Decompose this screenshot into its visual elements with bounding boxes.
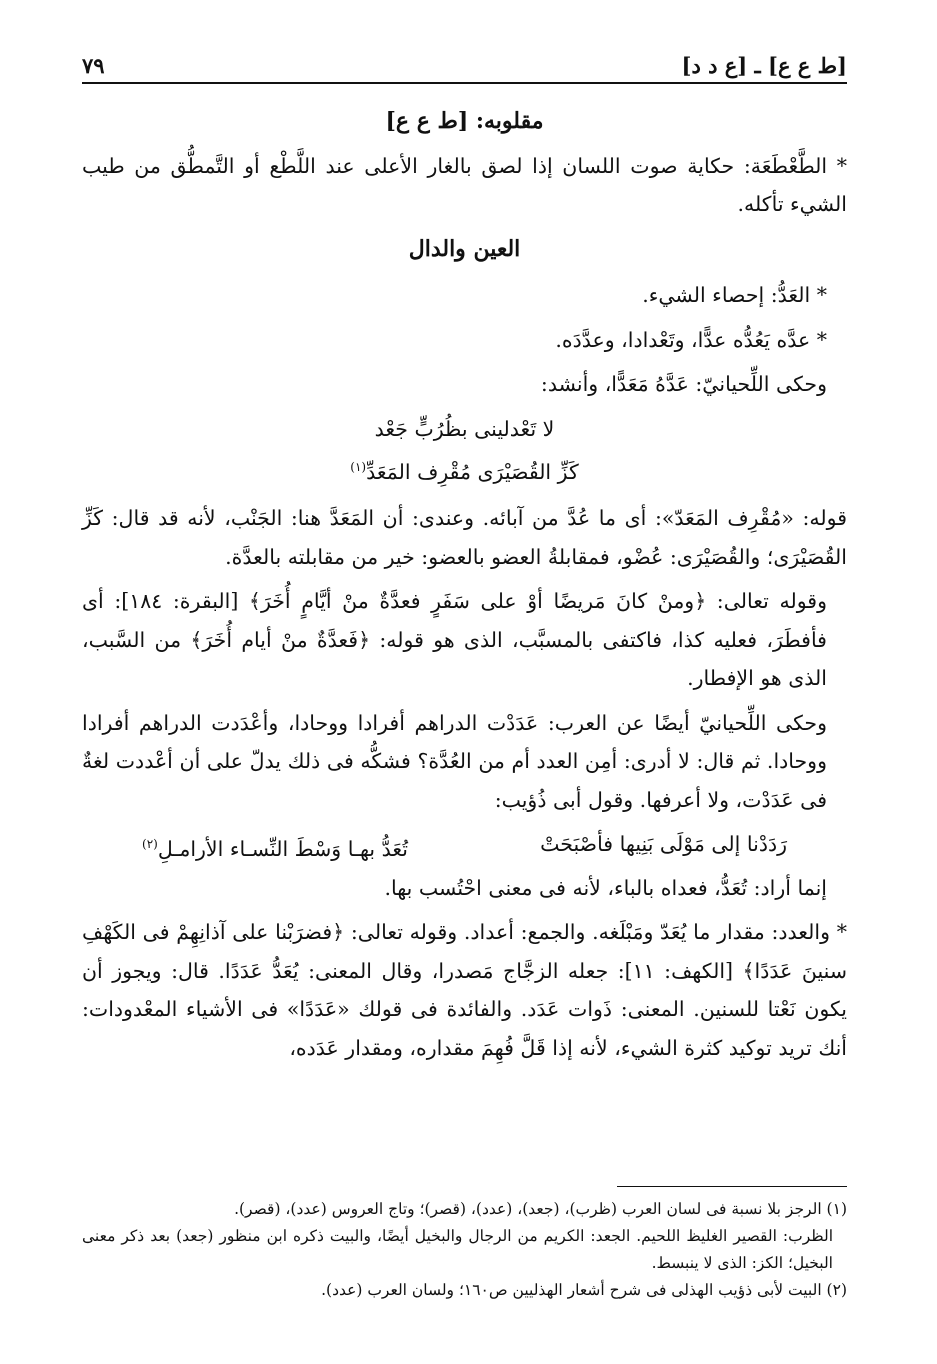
paragraph-4: إنما أراد: تُعَدُّ، فعداه بالباء، لأنه فى معنى احْتُسب بها. bbox=[384, 875, 827, 900]
entry-line-2: * عدَّه يَعُدُّه عدًّا، وتَعْدادا، وعدَّدَه. bbox=[555, 327, 827, 352]
footnote-1: (١) الرجز بلا نسبة فى لسان العرب (ظرب)، (جعد)، (عدد)، (قصر)؛ وتاج العروس (عدد)، (قصر). bbox=[234, 1200, 847, 1218]
footnote-1-gloss: الظرب: القصير الغليظ اللحيم. الجعد: الكريم من الرجال والبخيل أيضًا، والبيت ذكره ابن منظور (جعد) بعد ذكر معنى البخيل؛ الكز: الذى لا ينبسط. bbox=[82, 1227, 833, 1272]
footnote-rule bbox=[617, 1186, 847, 1187]
paragraph-1: قوله: «مُقْرِف المَعَدّ»: أى ما عُدَّ من آبائه. وعندى: أن المَعَدَّ هنا: الجَنْب، لأنه قد قال: كَزِّ القُصَيْرَى؛ والقُصَيْرَى: عُضْو، فمقابلةُ العضو بالعضو: خير من مقابلته بالعدَّة. bbox=[82, 506, 847, 569]
section-heading-maqlub: مقلوبه: [ط ع ع] bbox=[385, 108, 544, 134]
paragraph-5: * والعدد: مقدار ما يُعَدّ ومَبْلَغه. والجمع: أعداد. وقوله تعالى: ﴿فضرَبْنا على آذانِهِمْ فى الكَهْفِ سنينَ عَدَدًا﴾ [الكهف: ١١]: جعله الزجَّاج مَصدرا، وقال المعنى: يُعَدُّ عَدَدًا. قال: ويجوز أن يكون نَعْتا للسنين. المعنى: ذَوات عَدَد. والفائدة فى قولك «عَدَدًا» فى الأشياء المعْدودات: أنك تريد توكيد كثرة الشيء، لأنه إذا قَلَّ فُهِمَ مقداره، ومقدار عَدَده، bbox=[82, 920, 847, 1060]
footnote-mark-1: (١) bbox=[350, 460, 367, 474]
footnote-mark-2: (٢) bbox=[142, 837, 158, 852]
poem-1-line-1: لا تَعْدلينى بظُرُبٍّ جَعْد bbox=[374, 416, 555, 441]
main-text bbox=[82, 98, 847, 1073]
paragraph-3: وحكى اللِّحيانيّ أيضًا عن العرب: عَدَدْت الدراهم أفرادا ووحادا، وأعْدَدت الدراهم أفرادا ووحادا. ثم قال: لا أدرى: أمِن العدد أم من العُدَّة؟ فشكُّه فى ذلك يدلّ على أن أعْددت لغةٌ فى عَدَدْت، ولا أعرفها. وقول أبى ذُؤيب: bbox=[82, 710, 827, 812]
entry-tatha: * الطَّعْطَعَة: حكاية صوت اللسان إذا لصق بالغار الأعلى عند اللَّطْع أو التَّمطُّق من طيب الشيء تأكله. bbox=[82, 153, 847, 216]
footnotes bbox=[82, 1196, 847, 1304]
poem-1-line-2-text: كَزِّ القُصَيْرَى مُقْرِف المَعَدِّ bbox=[366, 459, 579, 484]
section-heading-ayn-dal: العين والدال bbox=[408, 235, 521, 262]
page-number: ٧٩ bbox=[82, 53, 105, 78]
paragraph-2: وقوله تعالى: ﴿ومنْ كانَ مَريضًا أوْ على سَفَرٍ فعدَّةٌ منْ أيَّامٍ أُخَرَ﴾ [البقرة: ١٨٤]: أى فأفطَرَ، فعليه كذا، فاكتفى بالمسبَّب، الذى هو قوله: ﴿فَعدَّةٌ منْ أيام أُخَرَ﴾ من السَّبب، الذى هو الإفطار. bbox=[82, 589, 827, 691]
header-rule bbox=[82, 82, 847, 84]
entry-line-3: وحكى اللِّحيانيّ: عَدَّهُ مَعَدًّا، وأنشد: bbox=[540, 372, 827, 396]
footnote-2: (٢) البيت لأبى ذؤيب الهذلى فى شرح أشعار الهذليين ص١٦٠؛ ولسان العرب (عدد). bbox=[321, 1281, 847, 1299]
poem-2-hemistich-left: تُعَدُّ بهـا وَسْطَ النِّسـاء الأرامـلِ bbox=[157, 837, 408, 862]
poem-1-line-2 bbox=[82, 448, 847, 491]
poem-2 bbox=[82, 825, 847, 868]
entry-line-1: * العَدُّ: إحصاء الشيء. bbox=[642, 283, 827, 307]
poem-2-hemistich-left-wrap bbox=[142, 825, 408, 868]
page-header bbox=[82, 44, 847, 78]
poem-2-hemistich-right: رَدَدْنا إلى مَوْلَى بَنِيها فأصْبَحَتْ bbox=[540, 832, 787, 857]
running-title: [ط ع ع] ـ [ع د د] bbox=[681, 53, 847, 78]
